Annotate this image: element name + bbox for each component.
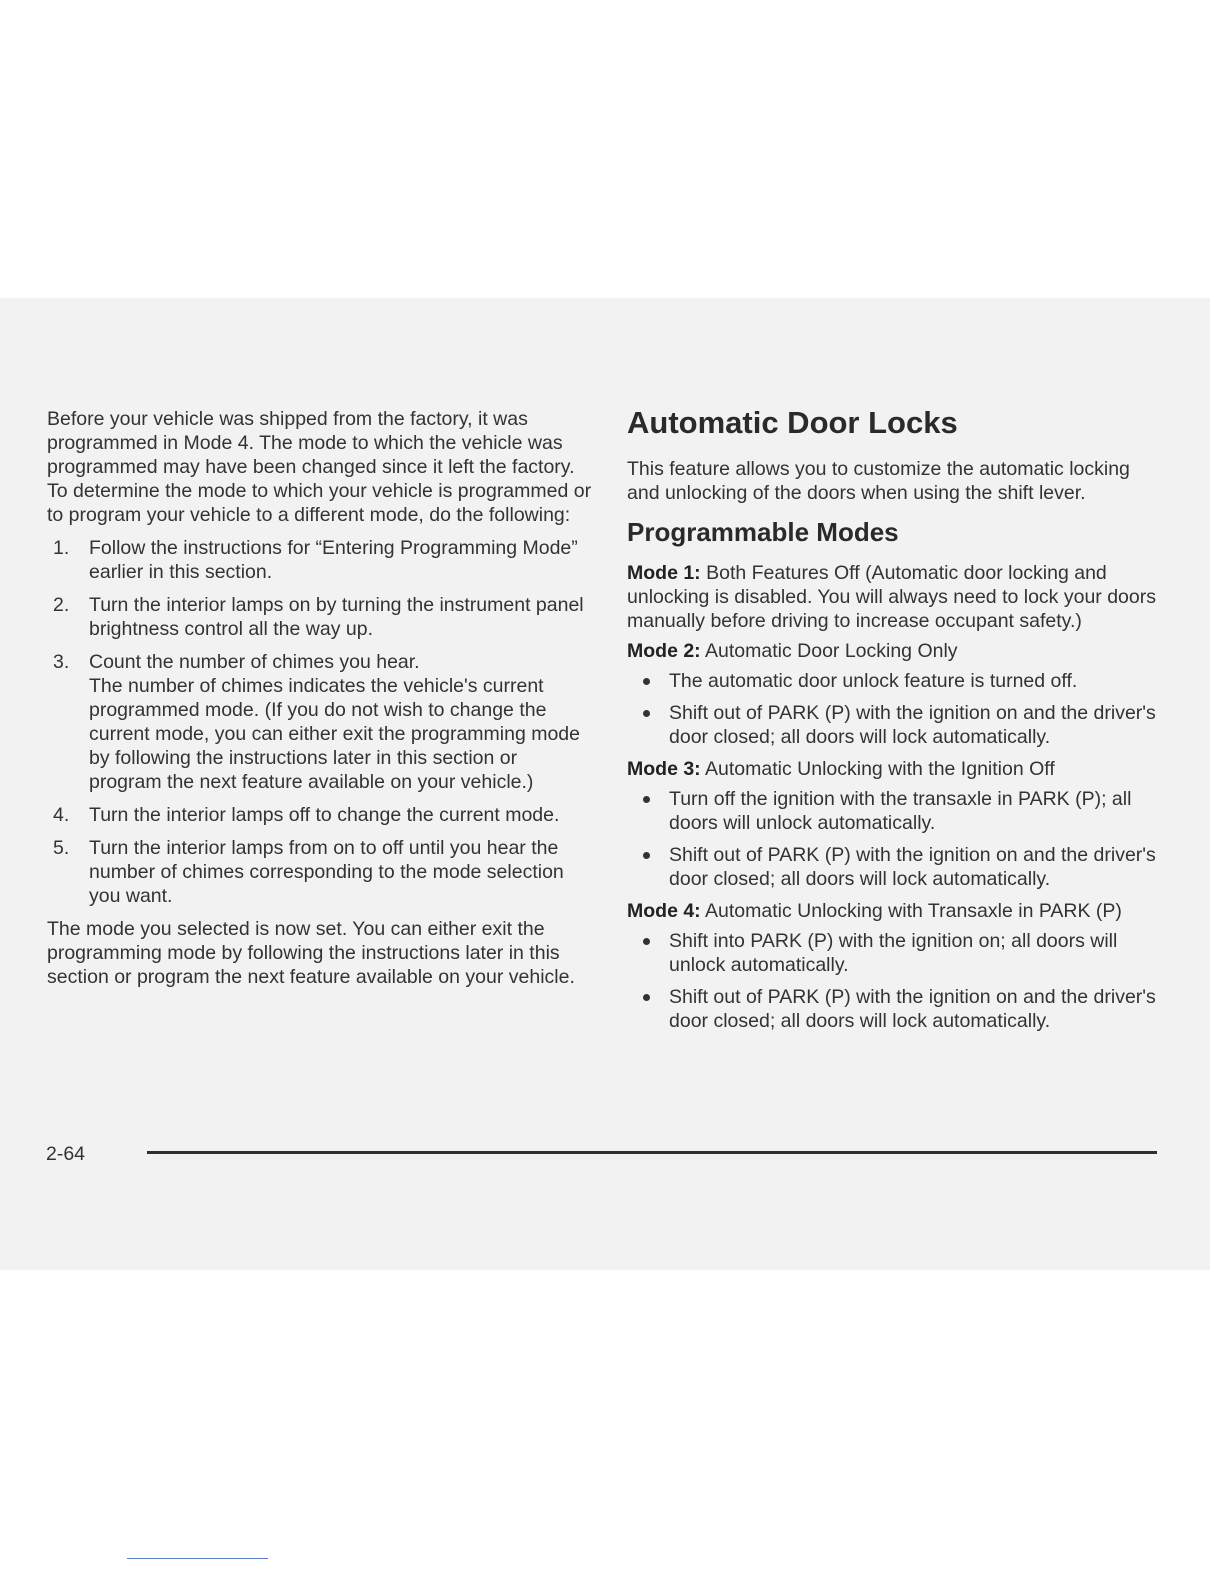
bullet-dot-icon	[643, 710, 650, 717]
mode-label: Mode 4:	[627, 900, 701, 922]
mode-description: Automatic Door Locking Only	[705, 640, 958, 662]
mode-description: Both Features Off (Automatic door locking and unlocking is disabled. You will always need to lock your doors manually before driving to increase occupant safety.)	[627, 562, 1156, 632]
bullet-item	[627, 669, 1167, 693]
footer-divider	[147, 1151, 1157, 1154]
bullet-item	[627, 929, 1167, 977]
right-column	[627, 407, 1167, 1041]
step-text: Follow the instructions for “Entering Programming Mode” earlier in this section.	[89, 537, 578, 583]
step-text: Turn the interior lamps on by turning the instrument panel brightness control all the way up.	[89, 594, 584, 640]
step-number: 3.	[53, 651, 70, 673]
bullet-dot-icon	[643, 678, 650, 685]
section-intro: This feature allows you to customize the automatic locking and unlocking of the doors when using the shift lever.	[627, 458, 1130, 504]
bullet-text: Shift out of PARK (P) with the ignition on and the driver's door closed; all doors will lock automatically.	[669, 702, 1156, 748]
step-number: 5.	[53, 837, 70, 859]
bullet-text: Shift out of PARK (P) with the ignition on and the driver's door closed; all doors will lock automatically.	[669, 844, 1156, 890]
step-text: Count the number of chimes you hear.	[89, 651, 420, 673]
bullet-text: Turn off the ignition with the transaxle in PARK (P); all doors will unlock automatically.	[669, 788, 1132, 834]
step-item	[47, 650, 592, 794]
step-number: 1.	[53, 537, 70, 559]
bullet-item	[627, 787, 1167, 835]
bullet-dot-icon	[643, 852, 650, 859]
step-item	[47, 836, 592, 908]
mode-3-bullets	[627, 787, 1167, 891]
subsection-title: Programmable Modes	[627, 517, 899, 547]
mode-2-bullets	[627, 669, 1167, 749]
bullet-item	[627, 985, 1167, 1033]
bullet-item	[627, 701, 1167, 749]
mode-4-bullets	[627, 929, 1167, 1033]
step-text: Turn the interior lamps from on to off until you hear the number of chimes corresponding to the mode selection you want.	[89, 837, 564, 907]
bullet-dot-icon	[643, 796, 650, 803]
closing-paragraph: The mode you selected is now set. You can either exit the programming mode by following the instructions later in this section or program the next feature available on your vehicle.	[47, 918, 575, 988]
step-item	[47, 536, 592, 584]
bullet-dot-icon	[643, 938, 650, 945]
step-item	[47, 803, 592, 827]
step-detail: The number of chimes indicates the vehicle's current programmed mode. (If you do not wish to change the current mode, you can either exit the programming mode by following the instructions later in this section or program the next feature available on your vehicle.)	[89, 675, 580, 793]
mode-label: Mode 3:	[627, 758, 701, 780]
mode-3-heading	[627, 757, 1167, 781]
bullet-item	[627, 843, 1167, 891]
programming-steps	[47, 536, 592, 908]
mode-description: Automatic Unlocking with Transaxle in PARK (P)	[705, 900, 1122, 922]
mode-description: Automatic Unlocking with the Ignition Off	[705, 758, 1055, 780]
bullet-text: Shift into PARK (P) with the ignition on; all doors will unlock automatically.	[669, 930, 1118, 976]
section-title: Automatic Door Locks	[627, 405, 958, 440]
mode-2-heading	[627, 639, 1167, 663]
bullet-dot-icon	[643, 994, 650, 1001]
bullet-text: Shift out of PARK (P) with the ignition on and the driver's door closed; all doors will lock automatically.	[669, 986, 1156, 1032]
mode-4-heading	[627, 899, 1167, 923]
intro-paragraph: Before your vehicle was shipped from the factory, it was programmed in Mode 4. The mode to which the vehicle was programmed may have been changed since it left the factory. To determine the mode to which your vehicle is programmed or to program your vehicle to a different mode, do the following:	[47, 408, 592, 526]
step-item	[47, 593, 592, 641]
left-column	[47, 407, 592, 997]
mode-1-heading	[627, 561, 1167, 633]
step-number: 2.	[53, 594, 70, 616]
page-number: 2-64	[46, 1143, 86, 1165]
step-number: 4.	[53, 804, 70, 826]
step-text: Turn the interior lamps off to change the current mode.	[89, 804, 560, 826]
mode-label: Mode 1:	[627, 562, 701, 584]
mode-label: Mode 2:	[627, 640, 701, 662]
decorative-underline	[127, 1558, 268, 1559]
bullet-text: The automatic door unlock feature is turned off.	[669, 670, 1078, 692]
